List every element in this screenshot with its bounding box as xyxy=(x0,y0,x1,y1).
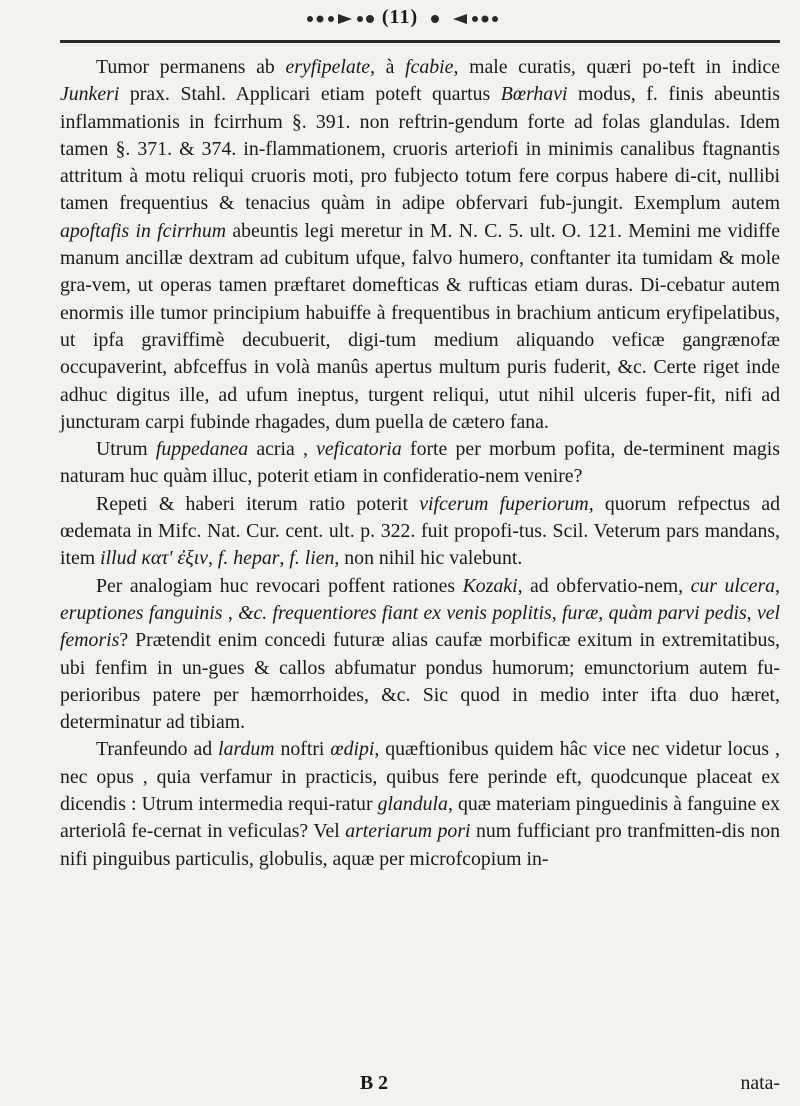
italic-text: furæ xyxy=(561,601,599,624)
text-run: , non nihil hic valebunt. xyxy=(334,547,523,570)
text-run: Per analogiam huc revocari poffent rationes xyxy=(96,574,463,597)
italic-text: glandula xyxy=(377,793,448,816)
paragraph xyxy=(60,736,780,872)
italic-text: vifcerum fuperiorum xyxy=(419,492,589,515)
text-run: modus, f. finis abeuntis inflammationis in fcirrhum §. 391. non reftrin-gendum forte ad folas glandulas. Idem tamen §. 371. & 374. in-flammationem, cruoris arteriofi in minimis canalibus ftagnantis attritum à motu reliqui cruoris moti, pro fubjecto totum fere corpus habere di-cit, nullibi tamen frequentius & tenacius quàm in adipe obfervari fub-jungit. Exemplum autem xyxy=(60,83,780,215)
text-run: , xyxy=(208,547,218,570)
italic-text: eruptiones fanguinis xyxy=(60,601,223,624)
text-run: , quorum refpectus ad œdemata in Mifc. Nat. Cur. cent. ult. p. 322. fuit propofi-tus. Scil. Veterum pars mandans, item xyxy=(60,492,780,570)
italic-text: œdipi xyxy=(330,738,375,761)
italic-text: Junkeri xyxy=(60,83,120,106)
italic-text: f. lien xyxy=(289,547,335,570)
italic-text: &c. frequentiores fiant ex venis poplitis xyxy=(238,601,552,624)
italic-text: apoftafis in fcirrhum xyxy=(60,219,227,242)
text-run: , xyxy=(746,601,757,624)
italic-text: fuppedanea xyxy=(155,438,249,461)
italic-text: fcabie xyxy=(405,56,454,78)
text-run: , quæftionibus quidem hâc vice nec videtur locus , nec opus , quia verfamur in practicis, quibus fere perinde eft, quodcunque placeat ex dicendis : Utrum intermedia requi-ratur xyxy=(60,738,781,816)
text-run: Utrum xyxy=(96,438,156,461)
text-run: , xyxy=(222,601,239,624)
text-run: ? Prætendit enim concedi futuræ alias caufæ morbificæ exitum in extremitatibus, ubi fenfim in un-gues & callos abfumatur pondus humorum; emunctorium autem fu-perioribus patere per hæmorrhoides, &c. Sic quod in medio inter ifta duo hæret, determinatur ad tibiam. xyxy=(60,629,780,734)
catchword: nata- xyxy=(740,1072,780,1094)
italic-text: veficatoria xyxy=(316,438,402,461)
paragraph xyxy=(60,573,780,737)
page-header xyxy=(0,6,800,46)
text-run: , ad obfervatio-nem, xyxy=(517,574,691,597)
header-rule xyxy=(60,40,780,43)
text-run: acria , xyxy=(248,438,317,461)
signature-mark: B 2 xyxy=(360,1072,389,1094)
text-run: Tranfeundo ad xyxy=(96,738,219,761)
page-number: (11) xyxy=(381,6,419,28)
text-run: noftri xyxy=(274,738,331,761)
body-text xyxy=(60,54,780,873)
italic-text: f. hepar xyxy=(217,547,280,570)
italic-text: illud κατ' ἐξιν xyxy=(100,547,208,570)
paragraph xyxy=(60,491,780,573)
text-run: , xyxy=(598,601,609,624)
italic-text: vel femoris xyxy=(60,601,781,652)
italic-text: arteriarum pori xyxy=(345,820,471,843)
italic-text: quàm parvi pedis xyxy=(608,601,747,624)
text-run: Tumor permanens ab xyxy=(96,56,286,78)
text-run: , xyxy=(551,601,562,624)
text-run: , à xyxy=(370,56,406,78)
right-ornament-icon xyxy=(425,12,505,26)
text-run: Repeti & haberi iterum ratio poterit xyxy=(96,492,420,515)
italic-text: eryfipelate xyxy=(285,56,371,78)
text-run: , xyxy=(775,574,780,597)
text-run: , male curatis, quæri po-teft in indice xyxy=(453,56,780,78)
text-run: abeuntis legi meretur in M. N. C. 5. ult. O. 121. Memini me vidiffe manum ancillæ dextram ad cubitum ufque, falvo humero, conftanter ita tumidam & mole gra-vem, ut operas tamen præftaret domefticas & rufticas etiam duras. Di-cebatur autem enormis ille tumor principium habuiffe à frequentibus in brachium anticum eryfipelatibus, ut ipfa graviffimè decubuerit, digi-tum medium aliquando veficæ gangrænofæ occupaverint, abfceffus in volà manûs apertus multum puris fuderit, &c. Certe riget inde adhuc digitus ille, ad ufum ineptus, turgent reliqui, utut nihil ulceris fuper-fit, nifi ad juncturam carpi fubinde rhagades, dum puella de cætero fana. xyxy=(60,219,780,433)
page-footer xyxy=(60,1070,780,1097)
text-run: , quæ materiam pinguedinis à fanguine ex arteriolâ fe-cernat in veficulas? Vel xyxy=(60,793,780,843)
text-run: forte per morbum pofita, de-terminent magis naturam huc quàm illuc, poterit etiam in confideratio-nem venire? xyxy=(60,438,780,488)
paragraph xyxy=(60,436,780,491)
paragraph xyxy=(60,54,780,436)
text-run: , xyxy=(279,547,290,570)
text-run: prax. Stahl. Applicari etiam poteft quartus xyxy=(119,83,501,106)
italic-text: lardum xyxy=(218,738,275,761)
italic-text: cur ulcera xyxy=(690,574,776,597)
text-run: num fufficiant pro tranfmitten-dis non nifi pinguibus particulis, globulis, aquæ per microfcopium in- xyxy=(60,820,780,870)
italic-text: Bœrhavi xyxy=(500,83,568,106)
italic-text: Kozaki xyxy=(462,574,518,597)
